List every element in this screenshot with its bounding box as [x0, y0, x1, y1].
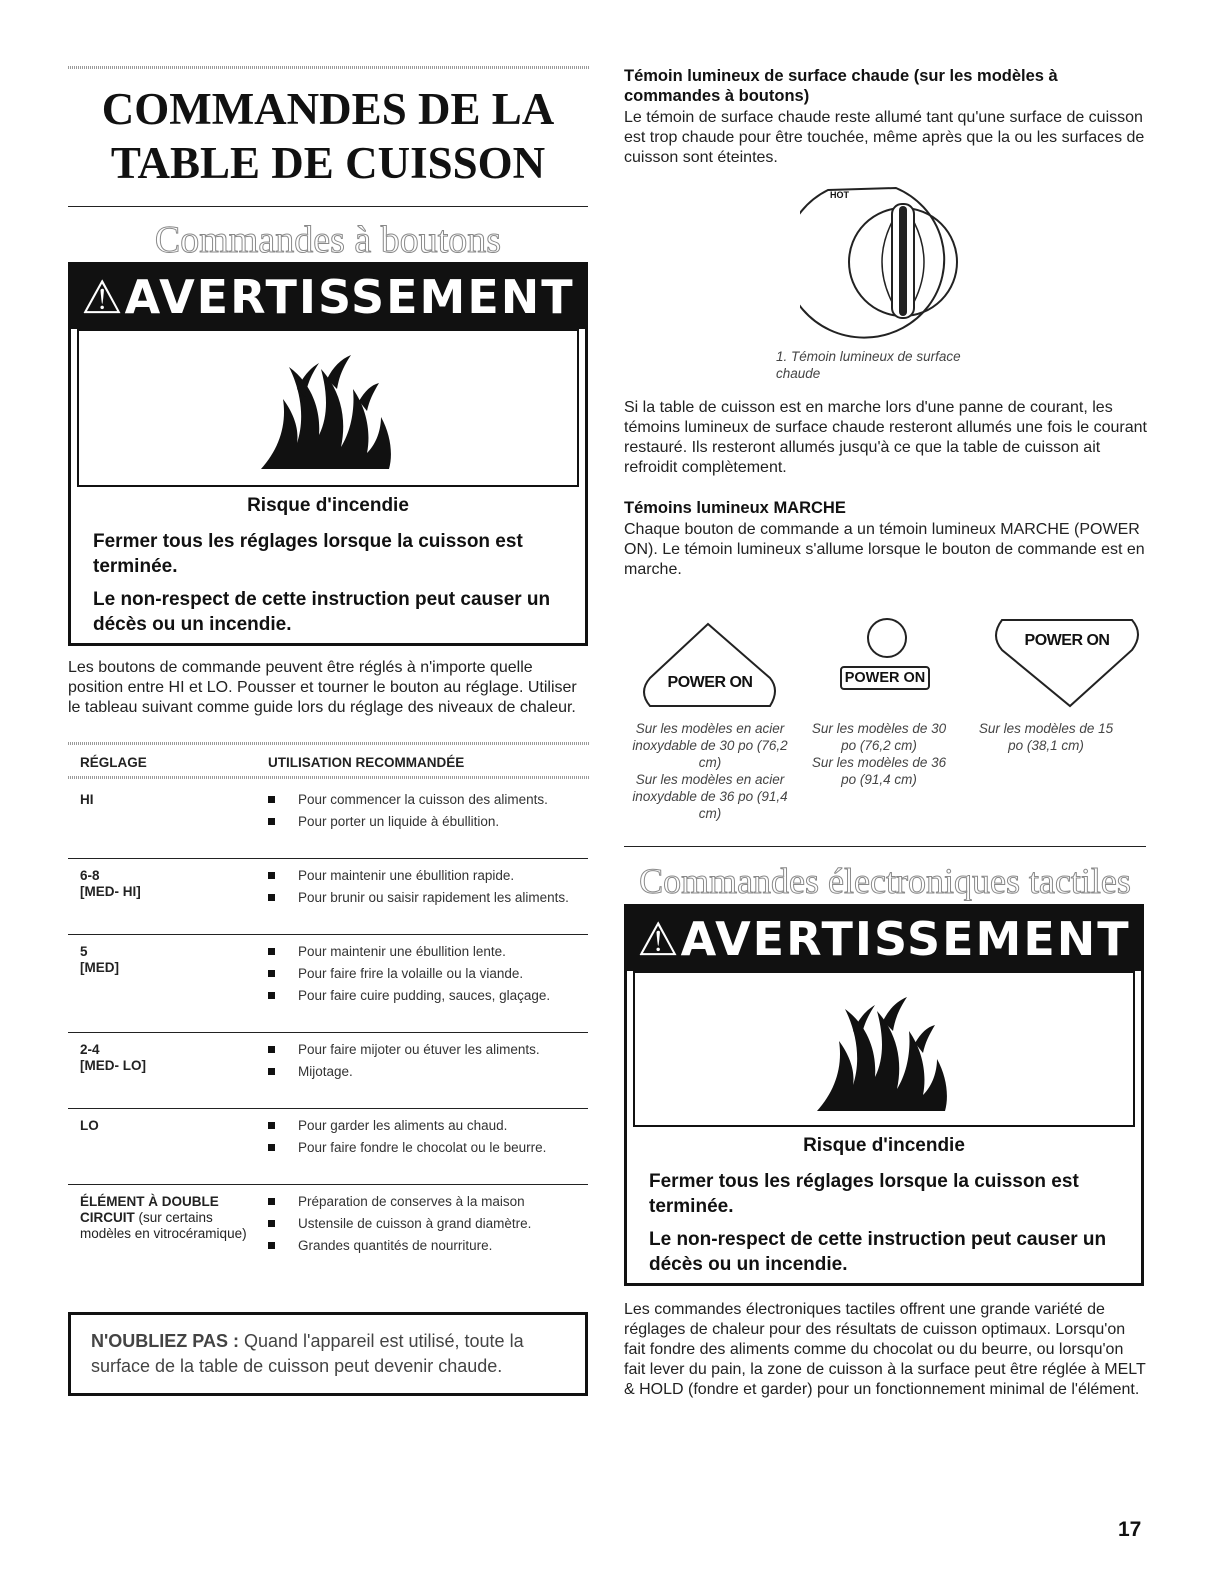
warning-instruction: Fermer tous les réglages lorsque la cuisson est terminée.	[649, 1171, 1079, 1217]
use-list	[268, 792, 598, 836]
setting-label: ÉLÉMENT À DOUBLE	[80, 1194, 219, 1209]
setting-label: HI	[80, 792, 94, 807]
table-row-divider	[68, 1108, 588, 1109]
use-item: Préparation de conserves à la maison	[268, 1194, 598, 1210]
warning-box-2	[624, 904, 1144, 1286]
setting-note: (sur certains modèles en vitrocéramique)	[80, 1210, 247, 1241]
power-on-label: POWER ON	[1024, 632, 1110, 649]
use-item: Pour maintenir une ébullition rapide.	[268, 868, 598, 884]
indicator-caption-stainless: Sur les modèles en acier inoxydable de 30 po (76,2 cm) Sur les modèles en acier inoxydable de 36 po (91,4 cm)	[632, 721, 788, 821]
power-on-indicator-15in	[982, 616, 1152, 710]
use-item: Pour garder les aliments au chaud.	[268, 1118, 598, 1134]
hot-surface-heading: Témoin lumineux de surface chaude (sur les modèles à commandes à boutons)	[624, 67, 1058, 105]
use-list	[268, 868, 598, 912]
use-item: Pour commencer la cuisson des aliments.	[268, 792, 598, 808]
hot-surface-diagram	[800, 182, 990, 342]
setting-label: 5	[80, 944, 88, 959]
warning-banner: ⚠AVERTISSEMENT	[627, 907, 1141, 971]
table-dotted-rule-header	[68, 776, 590, 779]
reminder-label: N'OUBLIEZ PAS :	[91, 1331, 239, 1351]
warning-triangle-icon: ⚠	[81, 270, 125, 324]
warning-consequence: Le non-respect de cette instruction peut causer un décès ou un incendie.	[93, 589, 551, 635]
setting-sublabel: [MED- HI]	[80, 884, 141, 899]
use-list	[268, 1194, 598, 1260]
warning-pictogram-frame	[77, 329, 579, 487]
table-header-setting: RÉGLAGE	[80, 755, 147, 770]
use-item: Pour faire cuire pudding, sauces, glaçage.	[268, 988, 598, 1004]
fire-icon	[249, 339, 409, 479]
warning-consequence: Le non-respect de cette instruction peut causer un décès ou un incendie.	[649, 1229, 1107, 1275]
right-section-rule	[624, 846, 1146, 847]
warning-pictogram-frame	[633, 971, 1135, 1127]
table-row-divider	[68, 1184, 588, 1185]
table-row-divider	[68, 1032, 588, 1033]
top-dotted-rule	[68, 66, 590, 69]
indicator-caption-15in: Sur les modèles de 15 po (38,1 cm)	[978, 721, 1114, 753]
fire-icon	[805, 981, 965, 1121]
warning-instruction: Fermer tous les réglages lorsque la cuisson est terminée.	[93, 531, 523, 577]
page-title: COMMANDES DE LA TABLE DE CUISSON	[101, 84, 555, 188]
use-item: Pour brunir ou saisir rapidement les aliments.	[268, 890, 598, 906]
power-failure-text: Si la table de cuisson est en marche lors d'une panne de courant, les témoins lumineux de surface chaude resteront allumés une fois le courant restauré. Ils resteront allumés jusqu'à ce que la table de cuisson ait refroidit complètement.	[624, 399, 1147, 476]
power-on-text: Chaque bouton de commande a un témoin lumineux MARCHE (POWER ON). Le témoin lumineux s'allume lorsque le bouton de commande est en marche.	[624, 521, 1145, 578]
setting-sublabel: [MED- LO]	[80, 1058, 146, 1073]
knob-intro-text: Les boutons de commande peuvent être réglés à n'importe quelle position entre HI et LO. Pousser et tourner le bouton au réglage. Utiliser le tableau suivant comme guide lors du réglage des niveaux de chaleur.	[68, 659, 577, 716]
setting-label: 2-4	[80, 1042, 100, 1057]
title-rule	[68, 206, 588, 207]
knob-icon	[800, 182, 990, 342]
setting-sublabel: [MED]	[80, 960, 119, 975]
setting-sublabel: CIRCUIT	[80, 1210, 135, 1225]
page-number: 17	[1118, 1518, 1142, 1541]
reminder-text: Quand l'appareil est utilisé, toute la surface de la table de cuisson peut devenir chaude.	[91, 1331, 524, 1376]
use-list	[268, 1042, 598, 1086]
use-item: Pour porter un liquide à ébullition.	[268, 814, 598, 830]
use-list	[268, 1118, 598, 1162]
use-item: Mijotage.	[268, 1064, 598, 1080]
power-on-indicator-stainless	[620, 618, 800, 716]
reminder-box	[68, 1312, 588, 1396]
table-dotted-rule-top	[68, 742, 590, 745]
use-item: Pour faire mijoter ou étuver les aliments.	[268, 1042, 598, 1058]
hot-surface-caption: 1. Témoin lumineux de surface chaude	[776, 349, 961, 381]
table-header-use: UTILISATION RECOMMANDÉE	[268, 755, 465, 770]
use-item: Pour maintenir une ébullition lente.	[268, 944, 598, 960]
warning-box-1	[68, 262, 588, 646]
table-row-divider	[68, 858, 588, 859]
warning-triangle-icon: ⚠	[637, 912, 681, 966]
warning-risk-title: Risque d'incendie	[803, 1135, 965, 1156]
use-item: Grandes quantités de nourriture.	[268, 1238, 598, 1254]
use-item: Ustensile de cuisson à grand diamètre.	[268, 1216, 598, 1232]
power-on-box	[840, 666, 930, 690]
hot-label: HOT	[830, 190, 849, 200]
power-on-inverted-triangle-icon	[982, 616, 1152, 710]
indicator-caption-standard: Sur les modèles de 30 po (76,2 cm) Sur les modèles de 36 po (91,4 cm)	[811, 721, 947, 787]
section-title-electronic: Commandes électroniques tactiles	[639, 861, 1131, 901]
electronic-controls-text: Les commandes électroniques tactiles offrent une grande variété de réglages de chaleur pour des résultats de cuisson optimaux. Lorsqu'on fait fondre des aliments comme du chocolat ou du beurre, ou lorsqu'on fait lever du pain, la zone de cuisson à la surface peut être réglée à MELT & HOLD (fondre et garder) pour un fonctionnement minimal de l'élément.	[624, 1301, 1146, 1398]
power-on-label: POWER ON	[844, 670, 926, 686]
use-item: Pour faire fondre le chocolat ou le beurre.	[268, 1140, 598, 1156]
power-on-label: POWER ON	[667, 674, 753, 691]
warning-banner: ⚠AVERTISSEMENT	[71, 265, 585, 329]
section-title-knobs: Commandes à boutons	[154, 219, 502, 261]
use-list	[268, 944, 598, 1010]
power-on-triangle-icon	[620, 618, 800, 716]
warning-risk-title: Risque d'incendie	[247, 495, 409, 516]
power-on-circle-icon	[832, 616, 942, 660]
table-row-divider	[68, 934, 588, 935]
use-item: Pour faire frire la volaille ou la viande.	[268, 966, 598, 982]
power-on-indicator-standard	[832, 616, 942, 696]
power-on-heading: Témoins lumineux MARCHE	[624, 499, 846, 517]
setting-label: 6-8	[80, 868, 100, 883]
setting-label: LO	[80, 1118, 99, 1133]
hot-surface-text: Le témoin de surface chaude reste allumé tant qu'une surface de cuisson est trop chaude pour être touchée, même après que la ou les surfaces de cuisson sont éteintes.	[624, 109, 1145, 166]
